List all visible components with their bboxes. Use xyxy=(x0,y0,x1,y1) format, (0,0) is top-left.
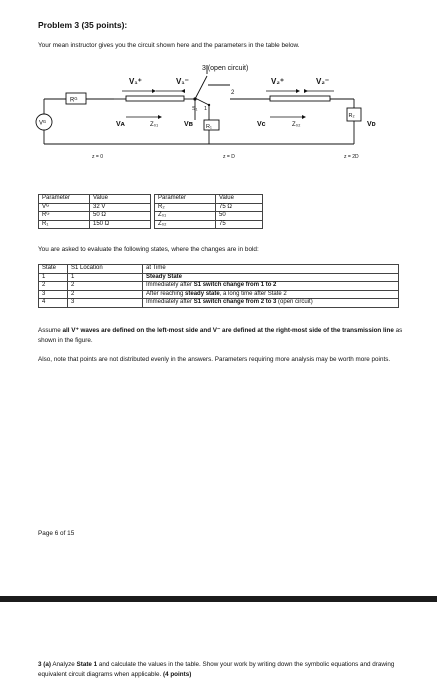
header-cell: Value xyxy=(216,195,263,204)
table-cell: R₂ xyxy=(155,203,216,212)
table-row xyxy=(39,282,399,291)
switch-pos2-label: 2 xyxy=(231,90,235,96)
r1-label: R₁ xyxy=(206,124,212,130)
va-label: Vᴀ xyxy=(116,121,125,128)
table-cell: 1 xyxy=(39,273,68,282)
table-cell: Rᴳ xyxy=(39,212,90,221)
table-cell: Vᴳ xyxy=(39,203,90,212)
parameter-table xyxy=(38,194,263,229)
assumption-paragraph xyxy=(38,326,408,346)
circuit-diagram xyxy=(34,60,409,180)
states-table xyxy=(38,264,399,308)
table-cell xyxy=(143,282,399,291)
vd-label: Vᴅ xyxy=(367,121,376,128)
header-cell: Value xyxy=(90,195,151,204)
z02-label: Z₀₂ xyxy=(292,122,301,128)
page-divider xyxy=(0,596,437,602)
table-cell: 50 Ω xyxy=(90,212,151,221)
header-cell: State xyxy=(39,265,68,274)
v2-plus-label: V₂⁺ xyxy=(271,77,285,86)
v1-plus-label: V₁⁺ xyxy=(129,77,142,86)
table-row xyxy=(39,220,263,229)
table-cell: 75 Ω xyxy=(216,203,263,212)
points-note: Also, note that points are not distributed evenly in the answers. Parameters requiring more analysis may be worth more points. xyxy=(38,356,391,363)
bold-change: S1 switch change from 1 to 2 xyxy=(193,282,277,288)
states-intro: You are asked to evaluate the following states, where the changes are in bold: xyxy=(38,246,259,253)
table-cell: 150 Ω xyxy=(90,220,151,229)
table-cell xyxy=(143,273,399,282)
header-cell: Parameter xyxy=(39,195,90,204)
table-cell: 1 xyxy=(68,273,143,282)
question-state: State 1 xyxy=(76,661,98,668)
table-row xyxy=(39,290,399,299)
vc-label: Vᴄ xyxy=(257,121,266,128)
question-mid: and calculate the values in the table. Show your work by writing down the symbolic equations and drawing equivalent circuit diagrams when applicable. xyxy=(38,661,395,678)
header-cell: Parameter xyxy=(155,195,216,204)
problem-title: Problem 3 (35 points): xyxy=(38,20,128,30)
z2D-label: z = 2D xyxy=(344,154,359,160)
table-row xyxy=(39,273,399,282)
rg-label: Rᴳ xyxy=(70,97,78,104)
v2-minus-label: V₂⁻ xyxy=(316,77,330,86)
states-table-header xyxy=(39,265,399,274)
v1-minus-label: V₁⁻ xyxy=(176,77,189,86)
table-cell: 75 xyxy=(216,220,263,229)
table-cell: Z₀₂ xyxy=(155,220,216,229)
z01-label: Z₀₁ xyxy=(150,122,159,128)
time-text: (open circuit) xyxy=(276,299,313,305)
switch-pos1-label: 1 xyxy=(204,106,208,112)
table-row xyxy=(39,299,399,308)
zD-label: z = D xyxy=(223,154,235,160)
table-cell: 3 xyxy=(39,290,68,299)
question-points: (4 points) xyxy=(162,671,192,678)
header-cell: at Time xyxy=(143,265,399,274)
table-cell: Z₀₁ xyxy=(155,212,216,221)
table-row xyxy=(39,212,263,221)
bold-change: Steady State xyxy=(146,273,183,280)
table-cell: 3 xyxy=(68,299,143,308)
vb-label: Vʙ xyxy=(184,121,193,128)
table-cell: 50 xyxy=(216,212,263,221)
header-cell: S1 Location xyxy=(68,265,143,274)
time-text: Immediately after xyxy=(146,282,194,288)
table-cell xyxy=(143,290,399,299)
question-3a xyxy=(38,660,413,680)
assume-suffix: as shown in the figure. xyxy=(38,327,403,344)
switch-pos3-label: 3 (open circuit) xyxy=(202,65,249,72)
vg-label: Vᴳ xyxy=(39,120,46,127)
time-text: After reaching xyxy=(146,290,186,297)
assume-bold: all V⁺ waves are defined on the left-most side and V⁻ are defined at the right-most side of the transmission line xyxy=(62,327,394,334)
table-cell: 2 xyxy=(68,282,143,291)
s1-label: S₁ xyxy=(192,106,198,112)
table-cell: 2 xyxy=(39,282,68,291)
table-cell xyxy=(143,299,399,308)
table-cell: 4 xyxy=(39,299,68,308)
table-row xyxy=(39,203,263,212)
table-cell: R₁ xyxy=(39,220,90,229)
bold-change: S1 switch change from 2 to 3 xyxy=(193,299,277,305)
page-number: Page 6 of 15 xyxy=(38,530,75,537)
question-label: 3 (a) xyxy=(38,661,51,668)
time-text: , a long time after State 2 xyxy=(219,290,287,297)
time-text: Immediately after xyxy=(146,299,194,305)
question-pre: Analyze xyxy=(50,661,77,668)
parameter-table-header xyxy=(39,195,263,204)
bold-change: steady state xyxy=(185,290,220,297)
table-cell: 2 xyxy=(68,290,143,299)
table-cell: 32 V xyxy=(90,203,151,212)
z0-label: z = 0 xyxy=(92,154,103,160)
r2-label: R₂ xyxy=(348,113,355,119)
problem-intro: Your mean instructor gives you the circuit shown here and the parameters in the table below. xyxy=(38,42,300,49)
assume-prefix: Assume xyxy=(38,327,63,334)
